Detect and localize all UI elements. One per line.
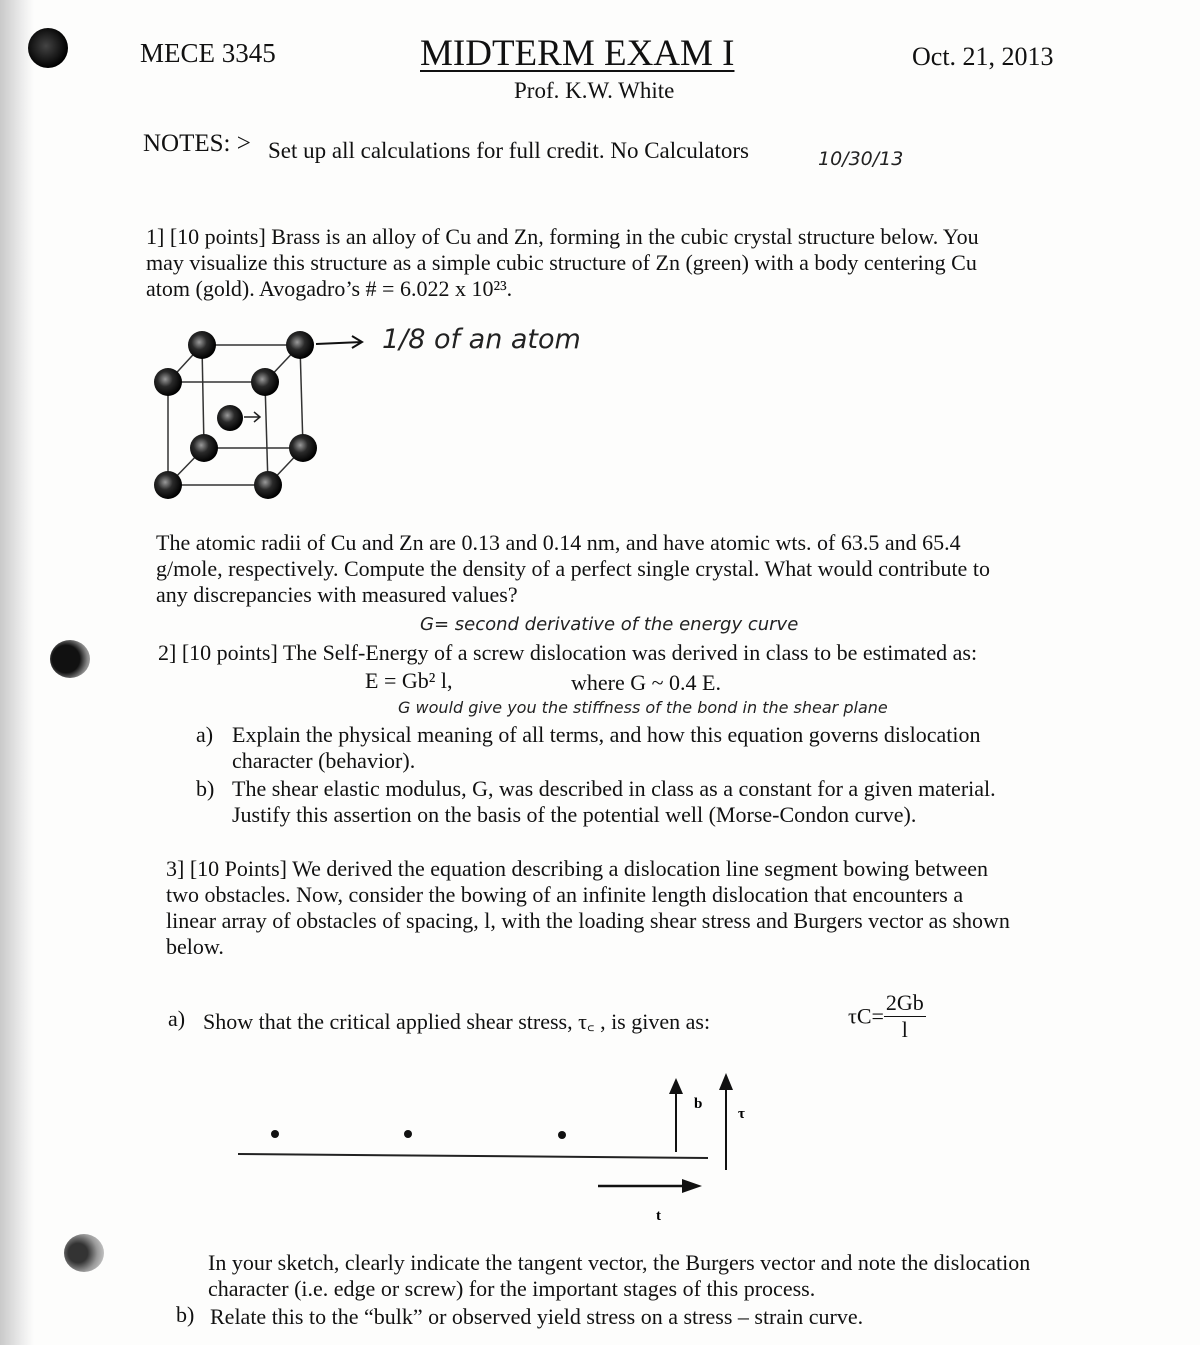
formula-lhs: τC= xyxy=(848,1003,884,1029)
question-2a-label: a) xyxy=(196,722,214,747)
dislocation-obstacle-diagram xyxy=(230,1068,770,1228)
formula-fraction xyxy=(884,990,926,1043)
binder-hole-middle xyxy=(50,640,90,678)
exam-date: Oct. 21, 2013 xyxy=(912,42,1054,71)
professor-name: Prof. K.W. White xyxy=(514,78,675,103)
cu-body-center-atom xyxy=(217,405,243,431)
self-energy-equation: E = Gb² l, xyxy=(365,668,453,693)
question-2b-label: b) xyxy=(196,776,215,801)
question-3-text xyxy=(166,856,1066,960)
obstacle-dot xyxy=(271,1130,279,1138)
exam-title: MIDTERM EXAM I xyxy=(420,33,735,74)
note-arrow xyxy=(316,336,362,348)
zn-corner-atom xyxy=(286,331,314,359)
course-code: MECE 3345 xyxy=(140,38,276,68)
question-2a-text xyxy=(232,722,980,774)
question-2a-line: character (behavior). xyxy=(232,748,416,773)
question-3b-text: Relate this to the “bulk” or observed yield stress on a stress – strain curve. xyxy=(210,1304,864,1329)
obstacle-dot xyxy=(558,1131,566,1139)
question-1-line: atom (gold). Avogadro’s # = 6.022 x 10²³. xyxy=(146,276,513,301)
question-1-line: may visualize this structure as a simple cubic structure of Zn (green) with a body centering Cu xyxy=(146,250,977,275)
radii-line: g/mole, respectively. Compute the density of a perfect single crystal. What would contribute to xyxy=(156,556,990,581)
question-3-line: 3] [10 Points] We derived the equation describing a dislocation line segment bowing between xyxy=(166,856,989,881)
zn-corner-atom xyxy=(154,368,182,396)
handwritten-G-note: G would give you the stiffness of the bond in the shear plane xyxy=(398,698,888,717)
zn-corner-atom xyxy=(251,368,279,396)
handwritten-atom-note: 1/8 of an atom xyxy=(382,324,581,355)
binder-hole-bottom xyxy=(64,1234,104,1272)
question-1-line: 1] [10 points] Brass is an alloy of Cu and Zn, forming in the cubic crystal structure below. You xyxy=(146,224,979,249)
handwritten-date: 10/30/13 xyxy=(818,148,904,170)
crystal-structure-diagram xyxy=(140,320,390,510)
shear-modulus-relation: where G ~ 0.4 E. xyxy=(571,670,721,695)
binder-hole-top xyxy=(28,28,68,68)
question-2b-text xyxy=(232,776,996,828)
handwritten-G-definition: G= second derivative of the energy curve xyxy=(420,614,799,635)
sketch-instructions xyxy=(208,1250,1030,1302)
obstacle-dot xyxy=(404,1130,412,1138)
question-2-intro: 2] [10 points] The Self-Energy of a screw dislocation was derived in class to be estimated as: xyxy=(158,640,978,665)
question-1-text xyxy=(146,224,1056,302)
question-3b-label: b) xyxy=(176,1302,195,1327)
scan-edge-shadow xyxy=(0,0,34,1345)
burgers-vector-arrowhead xyxy=(669,1078,683,1094)
question-1-radii-text xyxy=(156,530,1056,608)
question-3-line: two obstacles. Now, consider the bowing of an infinite length dislocation that encounters a xyxy=(166,882,964,907)
formula-denominator: l xyxy=(901,1017,908,1042)
tangent-vector-label: t xyxy=(656,1208,661,1224)
zn-corner-atom xyxy=(289,434,317,462)
center-atom-arrow xyxy=(244,412,260,422)
burgers-vector-label: b xyxy=(694,1096,703,1112)
radii-line: any discrepancies with measured values? xyxy=(156,582,518,607)
question-3-line: linear array of obstacles of spacing, l, with the loading shear stress and Burgers vector as shown xyxy=(166,908,1010,933)
notes-label: NOTES: > xyxy=(143,130,251,157)
question-2a-line: Explain the physical meaning of all terms, and how this equation governs dislocation xyxy=(232,722,981,747)
question-3a-text: Show that the critical applied shear stress, τ꜀ , is given as: xyxy=(203,1009,711,1034)
sketch-line: character (i.e. edge or screw) for the important stages of this process. xyxy=(208,1276,816,1301)
question-3a-label: a) xyxy=(168,1006,186,1031)
zn-corner-atom xyxy=(254,471,282,499)
zn-corner-atom xyxy=(154,471,182,499)
critical-shear-stress-formula xyxy=(848,990,926,1043)
shear-stress-arrowhead xyxy=(719,1073,733,1090)
zn-corner-atom xyxy=(190,434,218,462)
shear-stress-label: τ xyxy=(738,1106,745,1122)
formula-numerator: 2Gb xyxy=(885,990,924,1015)
sketch-line: In your sketch, clearly indicate the tangent vector, the Burgers vector and note the dislocation xyxy=(208,1250,1031,1275)
zn-corner-atom xyxy=(188,331,216,359)
dislocation-line xyxy=(238,1154,708,1158)
question-3-line: below. xyxy=(166,934,224,959)
notes-text: Set up all calculations for full credit. No Calculators xyxy=(268,138,749,163)
question-2b-line: The shear elastic modulus, G, was described in class as a constant for a given material. xyxy=(232,776,996,801)
radii-line: The atomic radii of Cu and Zn are 0.13 and 0.14 nm, and have atomic wts. of 63.5 and 65.4 xyxy=(156,530,961,555)
question-2b-line: Justify this assertion on the basis of the potential well (Morse-Condon curve). xyxy=(232,802,917,827)
tangent-vector-arrowhead xyxy=(682,1179,702,1193)
